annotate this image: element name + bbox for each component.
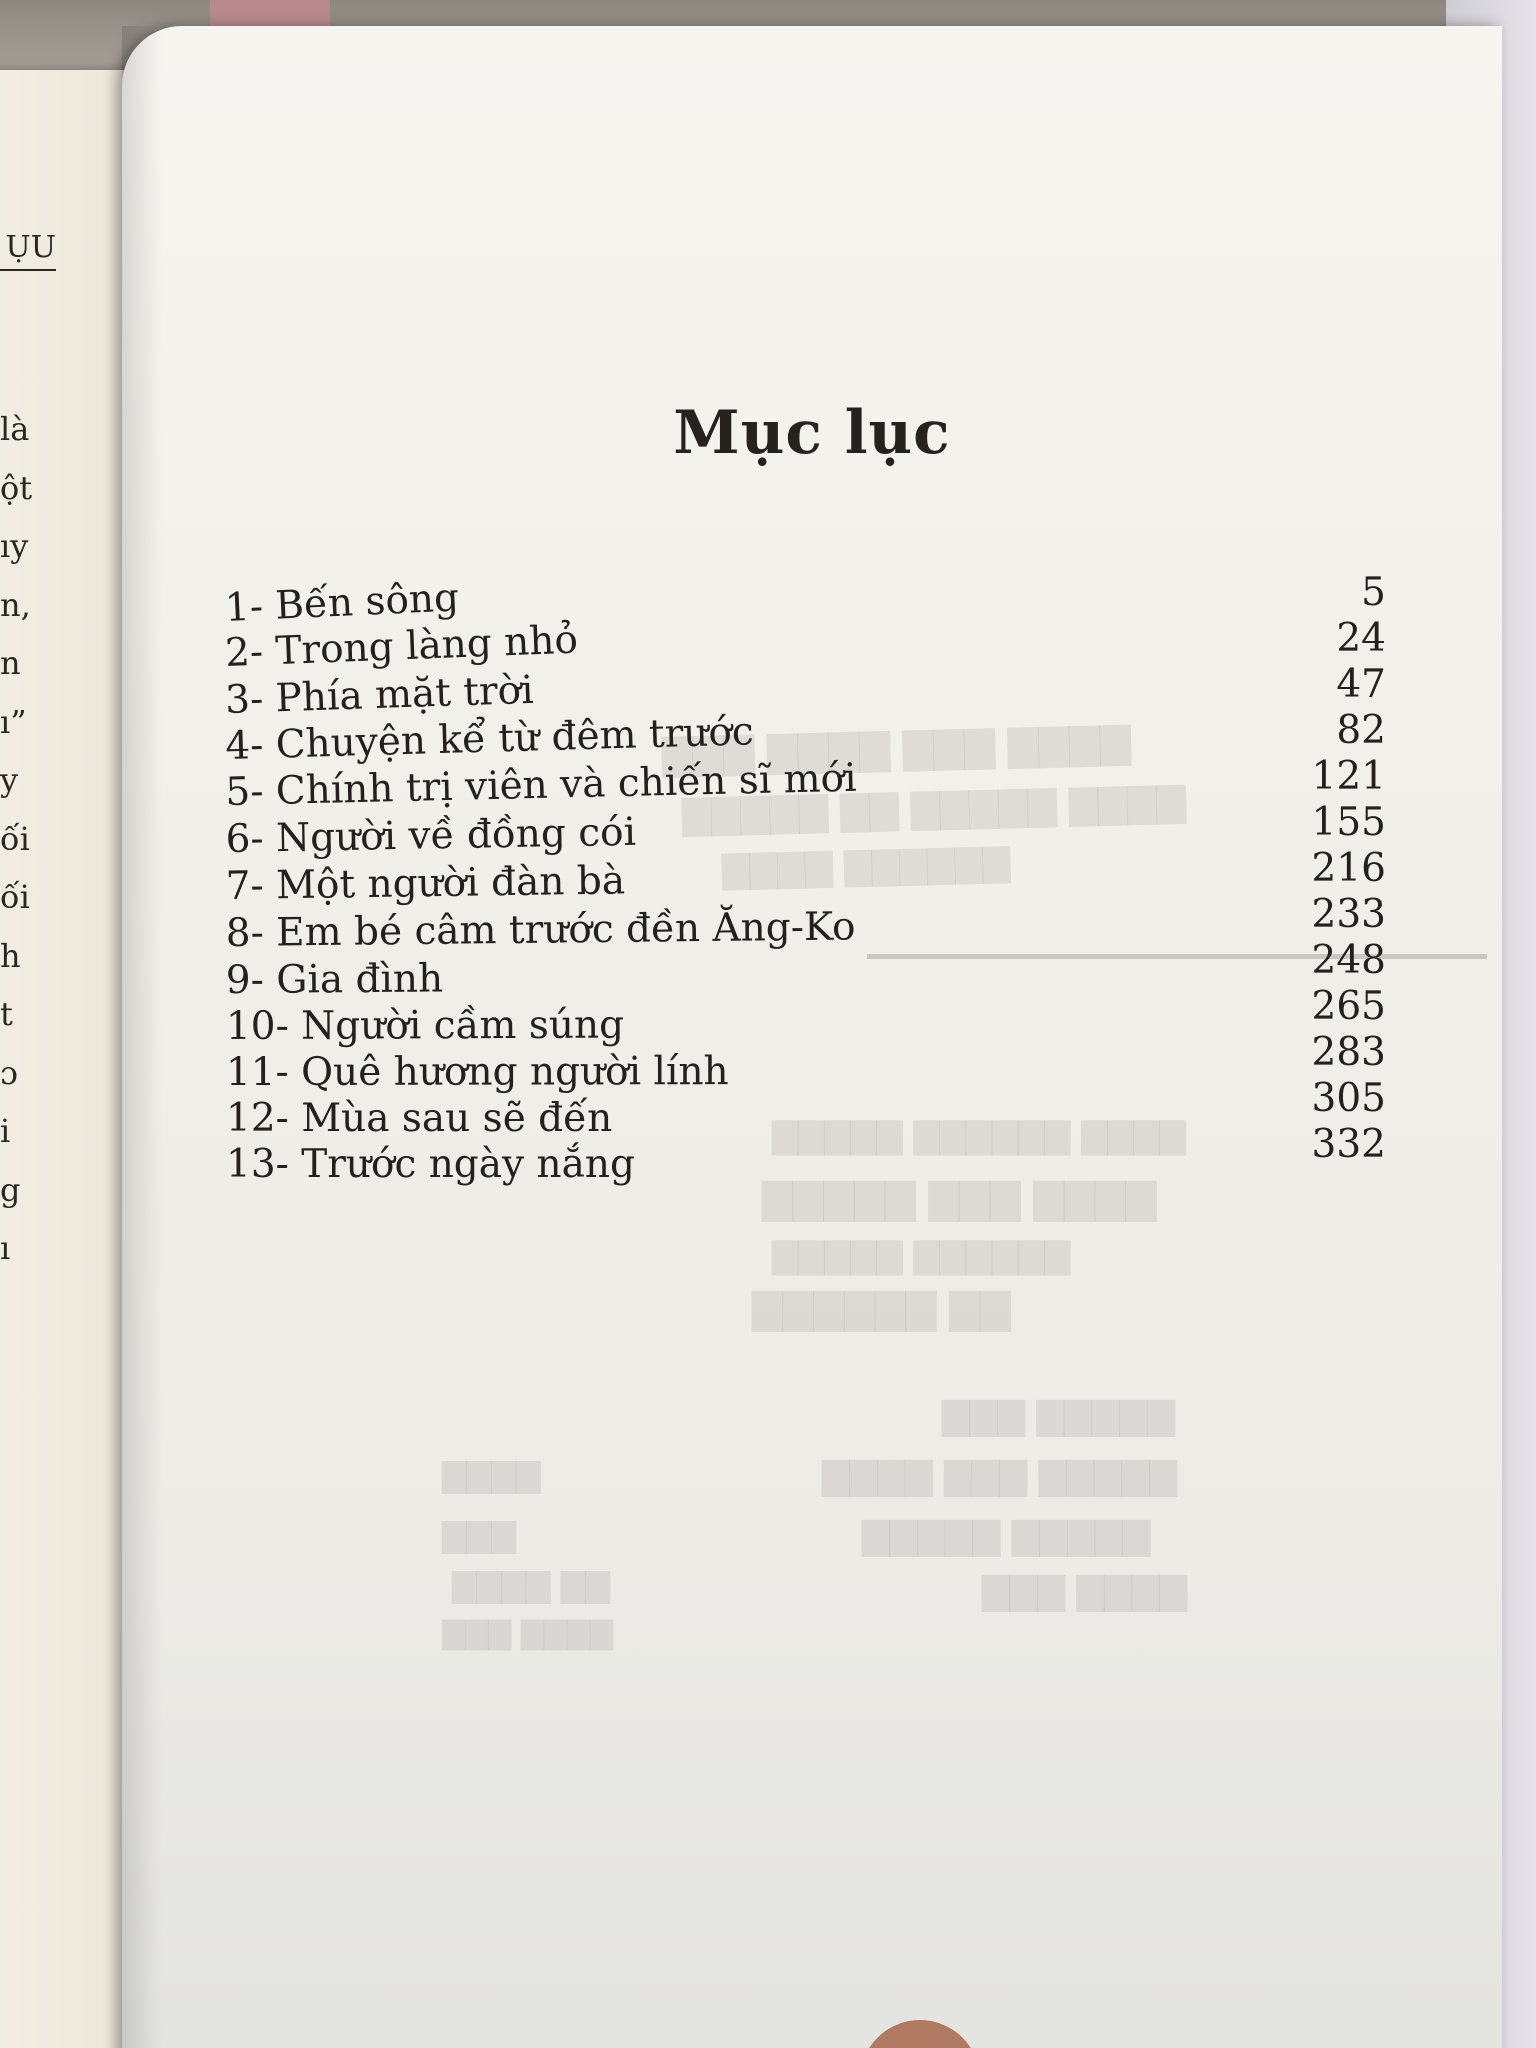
bleed-through-texture: ▇▇▇: [442, 1516, 516, 1554]
previous-page-line: i: [0, 1112, 11, 1150]
toc-entry-title: 6- Người về đồng cói: [225, 809, 637, 862]
toc-entry-title: 11- Quê hương người lính: [225, 1049, 729, 1095]
bleed-through-texture: ▇▇▇▇▇ ▇▇▇▇▇: [862, 1516, 1151, 1557]
bleed-through-texture: ▇▇▇ ▇▇▇▇▇: [942, 1396, 1175, 1437]
bleed-through-texture: ▇▇▇▇▇▇ ▇▇: [752, 1286, 1011, 1332]
toc-entry-title: 8- Em bé câm trước đền Ăng-Ko: [225, 904, 856, 956]
previous-page-line: ối: [0, 878, 30, 916]
previous-page-text: [0, 400, 60, 1278]
bleed-through-texture: ▇▇▇ ▇▇▇▇: [982, 1571, 1188, 1612]
toc-entry-title: 12- Mùa sau sẽ đến: [226, 1096, 613, 1141]
previous-page-line: t: [0, 995, 13, 1033]
toc-entry-title: 7- Một người đàn bà: [225, 858, 626, 909]
previous-page-line: h: [0, 936, 21, 975]
toc-entry-title: 2- Trong làng nhỏ: [224, 617, 579, 676]
toc-entry-page-number: 5: [1361, 570, 1386, 615]
previous-page-line: g: [0, 1170, 21, 1209]
toc-entry-title: 4- Chuyện kể từ đêm trước: [224, 709, 755, 769]
previous-page-line: ɔ: [0, 1053, 18, 1092]
toc-entry-title: 9- Gia đình: [225, 956, 444, 1003]
toc-entry-page-number: 155: [1311, 800, 1386, 845]
toc-entry: [226, 1122, 1386, 1202]
toc-entry-page-number: 283: [1311, 1030, 1386, 1075]
toc-entry-title: 5- Chính trị viên và chiến sĩ mới: [224, 755, 858, 815]
toc-entry-page-number: 332: [1311, 1122, 1386, 1167]
bleed-through-texture: ▇▇▇▇ ▇▇: [452, 1566, 610, 1604]
toc-entry-title: 13- Trước ngày nắng: [226, 1142, 635, 1187]
bleed-through-texture: ▇▇▇▇ ▇▇▇▇▇▇: [721, 842, 1011, 891]
previous-page-line: ıy: [0, 527, 29, 565]
bleed-through-texture: ▇▇▇▇▇ ▇▇ ▇▇▇▇▇ ▇▇▇▇: [681, 779, 1187, 837]
bleed-through-texture: ▇▇▇▇ ▇▇▇ ▇▇▇▇▇: [822, 1456, 1178, 1497]
book-page: [122, 26, 1502, 2048]
bleed-through-texture: ▇▇▇▇▇ ▇▇▇▇▇▇ ▇▇▇▇: [772, 1116, 1186, 1156]
bleed-through-texture: ▇▇▇▇▇ ▇▇▇ ▇▇▇▇: [762, 1176, 1157, 1222]
bleed-through-texture: ▇▇▇ ▇▇▇▇: [442, 1616, 614, 1651]
bleed-through-texture: ▇▇▇▇▇ ▇▇▇▇▇▇: [772, 1236, 1071, 1276]
toc-entry-title: 1- Bến sông: [223, 575, 460, 631]
toc-entry-page-number: 24: [1336, 616, 1386, 661]
toc-entry-title: 10- Người cầm súng: [225, 1002, 625, 1049]
bleed-through-texture: ▇▇▇▇: [442, 1456, 541, 1494]
previous-page-line: n: [0, 644, 21, 682]
toc-entry-page-number: 233: [1311, 892, 1386, 937]
toc-entry-page-number: 248: [1311, 938, 1386, 983]
previous-page-line: ı”: [0, 702, 27, 741]
toc-entry-title: 3- Phía mặt trời: [224, 667, 535, 723]
page-title: Mục lục: [673, 398, 951, 468]
bleed-through-texture: ▇▇▇ ▇▇▇▇ ▇▇▇ ▇▇▇▇: [661, 719, 1132, 779]
toc-entry-page-number: 82: [1336, 708, 1386, 753]
previous-page-line: là: [0, 410, 30, 448]
previous-page-line: ột: [0, 468, 33, 507]
previous-page-header: ỤU: [0, 230, 56, 271]
toc-entry-page-number: 121: [1311, 754, 1386, 799]
previous-page-line: ı: [0, 1229, 11, 1267]
toc-entry-page-number: 265: [1311, 984, 1386, 1029]
previous-page-line: ối: [0, 819, 30, 858]
toc-entry-page-number: 47: [1336, 662, 1386, 707]
previous-page-line: n,: [0, 585, 31, 624]
toc-entry-page-number: 216: [1311, 846, 1386, 891]
toc-entry-page-number: 305: [1311, 1076, 1386, 1121]
previous-page-line: y: [0, 761, 19, 799]
